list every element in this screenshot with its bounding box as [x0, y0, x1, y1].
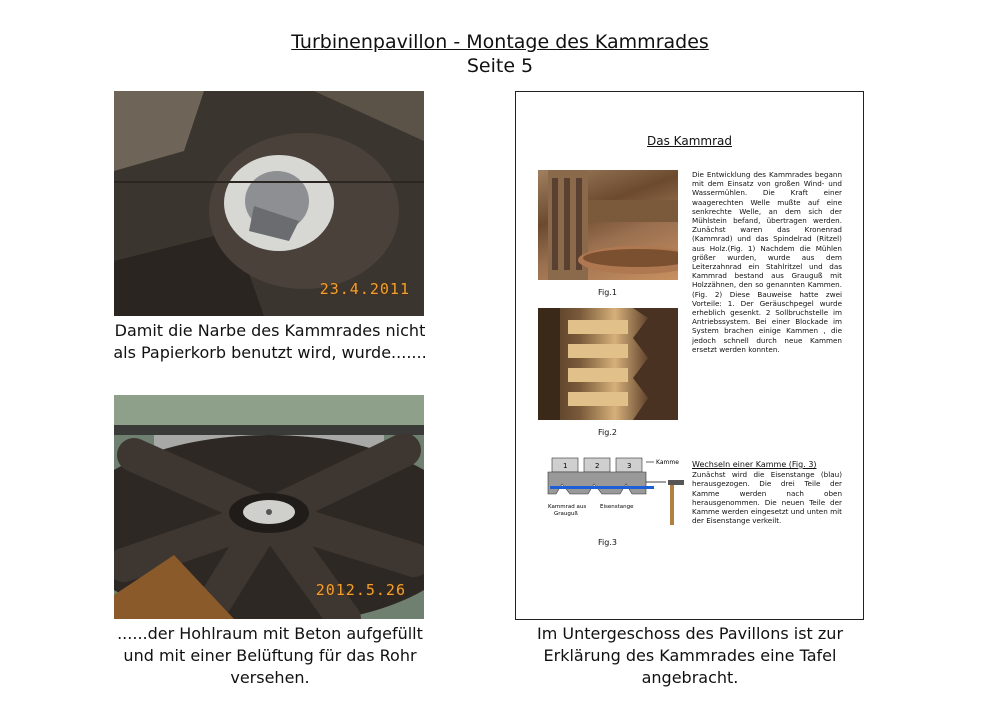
- fig1-photo: [538, 170, 678, 280]
- board-text-wechseln: [692, 460, 842, 525]
- eisenstange-label: Eisenstange: [600, 504, 634, 510]
- kamme-label: Kamme: [656, 459, 679, 466]
- kamme-number: 1: [563, 462, 568, 470]
- board-text-history: Die Entwicklung des Kammrades begann mit dem Einsatz von großen Wind- und Wassermühlen. Die Kraft einer waagerechten Welle mußte auf eine senkrechte Welle, an dem sich der Mühlstein befand, übertragen werden. Zunächst waren das Kronenrad (Kammrad) und das Spindelrad (Ritzel) aus Holz.(Fig. 1) Nachdem die Mühlen größer wurden, wurde aus dem Leiterzahnrad ein Stahlritzel und das Kammrad bestand aus Grauguß mit Holzzähnen, den so genannten Kammen. (Fig. 2) Diese Bauweise hatte zwei Vorteile: 1. Der Geräuschpegel wurde erheblich gesenkt. 2 Sollbruchstelle im Antriebssystem. Bei einer Blockade im System brachen einige Kammen , die jedoch schnell durch neue Kammen ersetzt werden konnten.: [692, 170, 842, 354]
- wechseln-text: Zunächst wird die Eisenstange (blau) herausgezogen. Die drei Teile der Kamme werden nach oben herausgenommen. Die neuen Teile der Kamme werden eingesetzt und unten mit der Eisenstange verkeilt.: [692, 470, 842, 526]
- fig1-label: Fig.1: [598, 288, 617, 297]
- fig3-graphic: [546, 454, 686, 544]
- fig2-photo: [538, 308, 678, 420]
- photo-date-stamp: 2012.5.26: [315, 581, 406, 599]
- grauguss-label: Grauguß: [554, 511, 578, 517]
- info-board: [515, 91, 864, 620]
- kamme-number: 2: [595, 462, 600, 470]
- kammrad-label: Kammrad aus: [548, 504, 587, 510]
- photo-caption: ......der Hohlraum mit Beton aufgefüllt und mit einer Belüftung für das Rohr versehen.: [117, 624, 423, 687]
- fig2-graphic: [538, 308, 678, 420]
- photo-hub-before: [114, 91, 424, 316]
- title-main: Turbinenpavillon - Montage des Kammrades: [291, 31, 709, 53]
- photo-hub-after: [114, 395, 424, 619]
- fig3-label: Fig.3: [598, 538, 617, 547]
- wechseln-heading: Wechseln einer Kamme (Fig. 3): [692, 460, 817, 469]
- title-page: Seite 5: [466, 55, 534, 77]
- fig1-graphic: [538, 170, 678, 280]
- page-title: [0, 30, 1000, 78]
- fig2-label: Fig.2: [598, 428, 617, 437]
- photo-date-stamp: 23.4.2011: [319, 280, 410, 298]
- fig3-diagram: [546, 454, 686, 544]
- kamme-number: 3: [627, 462, 632, 470]
- photo-caption: Damit die Narbe des Kammrades nicht als Papierkorb benutzt wird, wurde.......: [113, 321, 427, 362]
- board-caption: Im Untergeschoss des Pavillons ist zur Erklärung des Kammrades eine Tafel angebracht.: [536, 624, 844, 687]
- board-title: Das Kammrad: [647, 134, 732, 148]
